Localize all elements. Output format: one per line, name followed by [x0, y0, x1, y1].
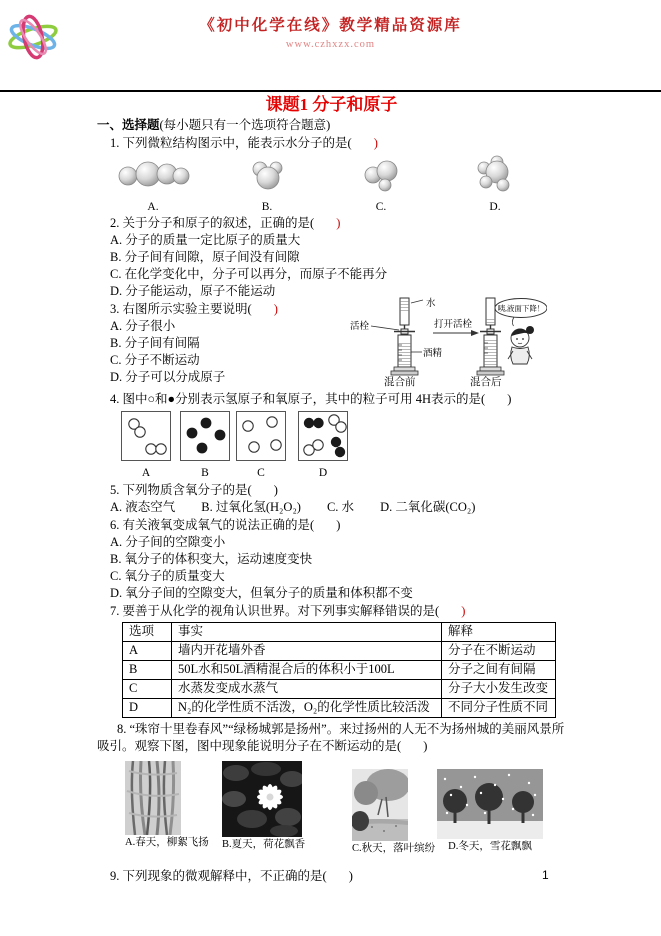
question-3-option-d: D. 分子可以分成原子: [110, 370, 226, 384]
row-a-explanation: 分子在不断运动: [442, 642, 556, 661]
question-2-option-c: C. 在化学变化中，分子可以再分，而原子不能再分: [110, 267, 388, 281]
question-5-options: [110, 499, 566, 516]
question-1-figure: [97, 154, 566, 214]
header-fact: 事实: [172, 623, 442, 642]
question-8-text: 吸引。观察下图，图中现象能说明分子在不断运动的是: [97, 739, 398, 753]
question-4-figure: [97, 411, 566, 481]
question-4-stem: [110, 391, 566, 408]
question-5-option-d: D. 二氧化碳(CO₂): [380, 500, 476, 514]
paren-open: (: [397, 739, 402, 753]
question-6-option-d: D. 氧分子间的空隙变大，但氧分子的质量和体积都不变: [110, 586, 413, 600]
autumn-photo-icon: [352, 769, 408, 841]
section-heading-label: 一、选择题: [97, 118, 160, 132]
alcohol-label: 酒精: [423, 349, 443, 359]
question-3-option-b: B. 分子间有间隔: [110, 336, 200, 350]
section-heading-note: (每小题只有一个选项符合题意): [159, 118, 331, 132]
question-6-option-b: B. 氧分子的体积变大，运动速度变快: [110, 552, 313, 566]
question-2-text: 2. 关于分子和原子的叙述，正确的是: [110, 216, 311, 230]
question-2-option-a: A. 分子的质量一定比原子的质量大: [110, 233, 301, 247]
row-d-option: D: [123, 699, 172, 718]
paren-close: ): [423, 739, 428, 753]
particle-box-a: [121, 411, 171, 480]
row-b-explanation: 分子之间有间隔: [442, 661, 556, 680]
row-a-option: A: [123, 642, 172, 661]
paren-close: ): [336, 216, 341, 230]
after-mixing-label: 混合后: [470, 377, 502, 387]
paren-open: (: [247, 483, 252, 497]
particle-box-a-icon: [121, 411, 171, 461]
box-b-label: B: [201, 467, 209, 479]
speech-bubble-text: 咦,液面下降！: [497, 304, 545, 313]
mixing-experiment-figure: [349, 297, 547, 392]
stopcock-label: 活栓: [350, 322, 370, 332]
table-header-row: [123, 623, 556, 642]
before-mixing-label: 混合前: [384, 377, 416, 387]
model-b-label: B.: [261, 201, 273, 213]
question-8-stem-line1: 8. “珠帘十里卷春风”“绿杨城郭是扬州”。来过扬州的人无不为扬州城的美丽风景所: [117, 722, 565, 736]
question-5-option-a: A. 液态空气: [110, 500, 176, 514]
particle-box-b-icon: [180, 411, 230, 461]
question-5-text: 5. 下列物质含氧分子的是: [110, 483, 248, 497]
table-row: [123, 661, 556, 680]
question-2-stem: [110, 215, 566, 232]
paren-close: ): [461, 604, 466, 618]
page-number: 1: [542, 868, 549, 882]
paren-close: ): [273, 483, 278, 497]
molecule-model-b: [225, 154, 309, 214]
particle-box-c: [236, 411, 286, 480]
paren-open: (: [322, 869, 327, 883]
question-3-option-c: C. 分子不断运动: [110, 353, 200, 367]
paren-open: (: [310, 518, 315, 532]
paren-open: (: [347, 136, 352, 150]
row-b-option: B: [123, 661, 172, 680]
table-row: [123, 642, 556, 661]
molecule-d-icon: [453, 154, 537, 196]
question-6-text: 6. 有关液氧变成氧气的说法正确的是: [110, 518, 311, 532]
row-c-fact: 水蒸发变成水蒸气: [172, 680, 442, 699]
box-a-label: A: [141, 467, 151, 479]
model-d-label: D.: [489, 201, 501, 213]
paren-close: ): [373, 136, 378, 150]
molecule-model-d: [453, 154, 537, 214]
particle-box-d: [298, 411, 348, 480]
photo-caption-autumn: C.秋天，落叶缤纷: [352, 843, 436, 854]
paren-open: (: [247, 302, 252, 316]
table-row: [123, 680, 556, 699]
box-c-label: C: [257, 467, 265, 479]
worksheet-body: [0, 94, 661, 885]
question-8-stem-line2: [97, 738, 566, 755]
paren-close: ): [336, 518, 341, 532]
atom-logo-icon: [2, 10, 64, 69]
facts-explanations-table: [122, 622, 556, 718]
question-6-stem: [110, 517, 566, 534]
row-b-fact: 50L水和50L酒精混合后的体积小于100L: [172, 661, 442, 680]
question-7-stem: [110, 603, 566, 620]
molecule-model-c: [339, 154, 423, 214]
row-c-explanation: 分子大小发生改变: [442, 680, 556, 699]
photo-caption-winter: D.冬天，雪花飘飘: [448, 841, 532, 852]
photo-spring-willow: [125, 761, 209, 849]
box-d-label: D: [318, 467, 328, 479]
water-label: 水: [426, 299, 436, 309]
header-explanation: 解释: [442, 623, 556, 642]
photo-autumn-leaves: [352, 769, 435, 855]
question-2-option-d: D. 分子能运动，原子不能运动: [110, 284, 276, 298]
question-5-stem: [110, 482, 566, 499]
paren-open: (: [435, 604, 440, 618]
paren-open: (: [481, 392, 486, 406]
row-d-explanation: 不同分子性质不同: [442, 699, 556, 718]
site-url: www.czhxzx.com: [285, 39, 376, 50]
photo-caption-summer: B.夏天，荷花飘香: [222, 839, 306, 850]
question-3-option-a: A. 分子很小: [110, 319, 176, 333]
model-a-label: A.: [147, 201, 159, 213]
particle-box-d-icon: [298, 411, 348, 461]
row-c-option: C: [123, 680, 172, 699]
section-heading: [97, 117, 566, 134]
lotus-photo-icon: [222, 761, 302, 837]
question-7-text: 7. 要善于从化学的视角认识世界。对下列事实解释错误的是: [110, 604, 436, 618]
question-6-option-a: A. 分子间的空隙变小: [110, 535, 226, 549]
molecule-model-a: [111, 154, 195, 214]
molecule-a-icon: [111, 154, 195, 196]
question-9-stem: [110, 868, 566, 885]
photo-caption-spring: A.春天，柳絮飞扬: [125, 837, 209, 848]
question-5-option-c: C. 水: [326, 500, 355, 514]
question-2-option-b: B. 分子间有间隙，原子间没有间隙: [110, 250, 300, 264]
model-c-label: C.: [375, 201, 387, 213]
molecule-c-icon: [339, 154, 423, 196]
row-a-fact: 墙内开花墙外香: [172, 642, 442, 661]
header-option: 选项: [123, 623, 172, 642]
molecule-b-icon: [225, 154, 309, 196]
open-stopcock-label: 打开活栓: [434, 320, 473, 330]
question-1-stem: [110, 135, 566, 152]
question-4-text: 4. 图中○和●分别表示氢原子和氧原子，其中的粒子可用 4H表示的是: [110, 392, 482, 406]
question-8-photos: [97, 761, 566, 854]
particle-box-b: [180, 411, 230, 480]
particle-box-c-icon: [236, 411, 286, 461]
row-d-fact: N₂的化学性质不活泼，O₂的化学性质比较活泼: [172, 699, 442, 718]
paren-open: (: [310, 216, 315, 230]
question-3-text: 3. 右图所示实验主要说明: [110, 302, 248, 316]
table-row: [123, 699, 556, 718]
question-9-text: 9. 下列现象的微观解释中，不正确的是: [110, 869, 323, 883]
document-title: 课题1 分子和原子: [265, 95, 398, 114]
photo-winter-snow: [437, 769, 543, 853]
photo-summer-lotus: [222, 761, 305, 851]
paren-close: ): [273, 302, 278, 316]
paren-close: ): [348, 869, 353, 883]
question-3-block: [97, 301, 566, 386]
question-1-text: 1. 下列微粒结构图示中，能表示水分子的是: [110, 136, 348, 150]
site-title: 《初中化学在线》教学精品资源库: [199, 17, 462, 34]
winter-photo-icon: [437, 769, 543, 839]
willow-photo-icon: [125, 761, 181, 835]
page-header: [0, 0, 661, 92]
question-5-option-b: B. 过氧化氢(H₂O₂): [201, 500, 301, 514]
paren-close: ): [507, 392, 512, 406]
question-6-option-c: C. 氧分子的质量变大: [110, 569, 225, 583]
